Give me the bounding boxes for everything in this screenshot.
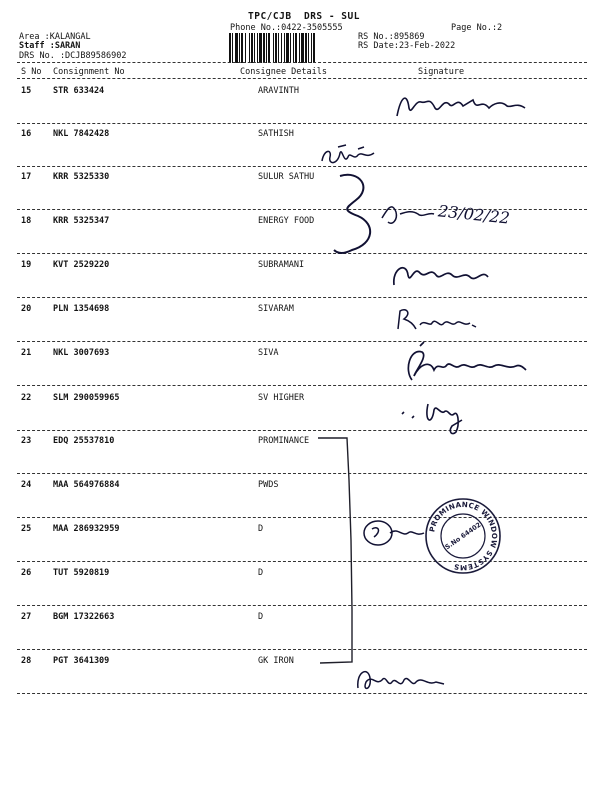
stamp-center-text: S.No 64402 <box>443 520 483 552</box>
row-consignment-number: KRR 5325347 <box>53 216 110 226</box>
row-consignee-name: ENERGY FOOD <box>258 216 315 226</box>
row-divider <box>17 693 587 694</box>
row-consignment-number: MAA 564976884 <box>53 480 120 490</box>
row-consignee-name: PROMINANCE <box>258 436 310 446</box>
header-divider <box>17 62 587 63</box>
row-consignment-number: MAA 286932959 <box>53 524 120 534</box>
row-divider <box>17 473 587 474</box>
signature-28 <box>352 662 452 698</box>
row-consignment-number: PGT 3641309 <box>53 656 110 666</box>
row-serial-number: 28 <box>21 656 32 666</box>
row-consignee-name: D <box>258 612 264 622</box>
barcode-bar <box>286 33 289 63</box>
column-consignee: Consignee Details <box>240 67 327 77</box>
row-consignee-name: D <box>258 524 264 534</box>
row-consignment-number: STR 633424 <box>53 86 105 96</box>
barcode-bar <box>281 33 282 63</box>
barcode-bar <box>245 33 246 63</box>
handwritten-date: 23/02/22 <box>437 201 511 228</box>
rs-date: RS Date:23-Feb-2022 <box>358 41 456 51</box>
barcode-image <box>229 33 351 63</box>
column-sno: S No <box>21 67 42 77</box>
barcode-bar <box>251 33 253 63</box>
barcode-bar <box>278 33 279 63</box>
row-consignment-number: BGM 17322663 <box>53 612 115 622</box>
row-serial-number: 21 <box>21 348 32 358</box>
barcode-bar <box>229 33 231 63</box>
row-consignment-number: TUT 5920819 <box>53 568 110 578</box>
row-serial-number: 20 <box>21 304 32 314</box>
row-consignee-name: SIVARAM <box>258 304 294 314</box>
row-consignment-number: SLM 290059965 <box>53 393 120 403</box>
signature-25 <box>360 515 430 551</box>
signature-15 <box>393 86 533 126</box>
row-serial-number: 18 <box>21 216 32 226</box>
row-consignee-name: SV HIGHER <box>258 393 305 403</box>
company-stamp <box>424 497 502 575</box>
row-consignee-name: SIVA <box>258 348 279 358</box>
stamp-ring-text: PROMINANCE WINDOW SYSTEMS <box>427 499 500 573</box>
row-divider <box>17 605 587 606</box>
drs-number: DRS No. :DCJB89586902 <box>19 51 127 61</box>
row-consignment-number: KRR 5325330 <box>53 172 110 182</box>
row-divider <box>17 166 587 167</box>
barcode-bar <box>254 33 255 63</box>
barcode-bar <box>293 33 294 63</box>
staff-label: Staff :SARAN <box>19 41 81 51</box>
phone-number: Phone No.:0422-3505555 <box>230 23 343 33</box>
barcode-bar <box>241 33 243 63</box>
barcode-bar <box>263 33 265 63</box>
area-label: Area :KALANGAL <box>19 32 91 42</box>
sheet-title: TPC/CJB DRS - SUL <box>248 11 360 22</box>
row-divider <box>17 430 587 431</box>
barcode-bar <box>273 33 274 63</box>
row-serial-number: 19 <box>21 260 32 270</box>
column-divider <box>17 78 587 79</box>
barcode-bar <box>313 33 315 63</box>
column-consignment: Consignment No <box>53 67 125 77</box>
barcode-bar <box>284 33 285 63</box>
barcode-bar <box>239 33 240 63</box>
row-consignment-number: PLN 1354698 <box>53 304 110 314</box>
barcode-bar <box>259 33 262 63</box>
row-consignee-name: GK IRON <box>258 656 294 666</box>
row-divider <box>17 297 587 298</box>
signature-21 <box>400 340 530 388</box>
barcode-bar <box>301 33 304 63</box>
rs-number: RS No.:895869 <box>358 32 425 42</box>
row-serial-number: 22 <box>21 393 32 403</box>
barcode-bar <box>311 33 312 63</box>
barcode-bar <box>290 33 291 63</box>
page-number: Page No.:2 <box>451 23 503 33</box>
row-consignee-name: SATHISH <box>258 129 294 139</box>
row-consignee-name: PWDS <box>258 480 279 490</box>
row-serial-number: 16 <box>21 129 32 139</box>
row-consignee-name: D <box>258 568 264 578</box>
row-serial-number: 26 <box>21 568 32 578</box>
signature-18 <box>378 198 438 232</box>
signature-19 <box>388 255 498 297</box>
row-serial-number: 23 <box>21 436 32 446</box>
barcode-bar <box>295 33 297 63</box>
barcode-bar <box>305 33 307 63</box>
barcode-bar <box>235 33 238 63</box>
barcode-bar <box>268 33 270 63</box>
barcode-bar <box>275 33 277 63</box>
row-divider <box>17 253 587 254</box>
row-serial-number: 15 <box>21 86 32 96</box>
barcode-bar <box>266 33 267 63</box>
column-signature: Signature <box>418 67 465 77</box>
signature-22 <box>398 392 478 438</box>
row-consignment-number: NKL 7842428 <box>53 129 110 139</box>
signature-16 <box>318 143 388 173</box>
barcode-bar <box>232 33 233 63</box>
row-divider <box>17 649 587 650</box>
row-consignment-number: EDQ 25537810 <box>53 436 115 446</box>
row-serial-number: 25 <box>21 524 32 534</box>
row-consignee-name: SUBRAMANI <box>258 260 305 270</box>
signature-20 <box>392 305 492 337</box>
barcode-bar <box>299 33 300 63</box>
barcode-bar <box>308 33 309 63</box>
row-consignment-number: NKL 3007693 <box>53 348 110 358</box>
row-consignee-name: SULUR SATHU <box>258 172 315 182</box>
row-serial-number: 24 <box>21 480 32 490</box>
row-serial-number: 27 <box>21 612 32 622</box>
row-consignee-name: ARAVINTH <box>258 86 299 96</box>
row-serial-number: 17 <box>21 172 32 182</box>
barcode-bar <box>249 33 250 63</box>
barcode-bar <box>257 33 258 63</box>
row-consignment-number: KVT 2529220 <box>53 260 110 270</box>
